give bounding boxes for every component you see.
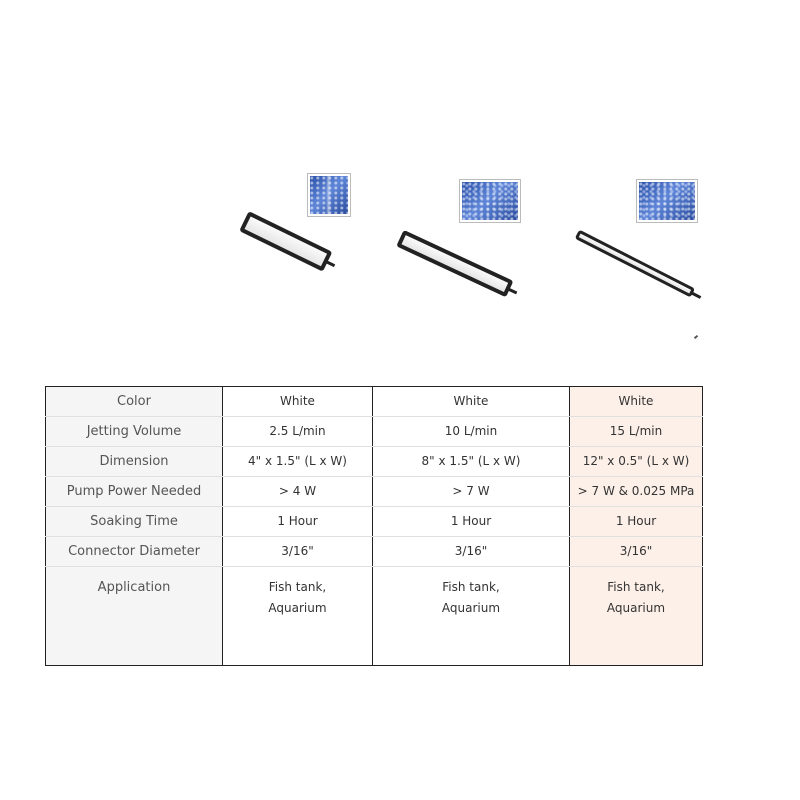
cell-line: Fish tank,: [268, 579, 327, 594]
row-connector-diameter: [46, 536, 703, 566]
cell-value: White: [373, 387, 570, 417]
cell-line: Fish tank,: [442, 579, 500, 594]
spec-table: [45, 386, 703, 666]
cell-value: 1 Hour: [223, 506, 373, 536]
row-jetting-volume: [46, 416, 703, 446]
cell-value: 1 Hour: [373, 506, 570, 536]
row-label: Application: [46, 566, 223, 665]
cell-value: [570, 566, 703, 665]
cell-value: 2.5 L/min: [223, 416, 373, 446]
cell-value: [223, 566, 373, 665]
texture-swatch-icon: [460, 180, 520, 222]
row-color: [46, 387, 703, 417]
cell-line: Fish tank,: [607, 579, 665, 594]
cell-line: Aquarium: [268, 600, 327, 615]
texture-swatch-icon: [308, 174, 350, 216]
cell-value: White: [223, 387, 373, 417]
air-stone-bar-icon: [575, 230, 695, 298]
tick-mark: [694, 335, 698, 339]
texture-swatch-icon: [637, 180, 697, 222]
cell-value: > 4 W: [223, 476, 373, 506]
cell-value: > 7 W & 0.025 MPa: [570, 476, 703, 506]
cell-value: > 7 W: [373, 476, 570, 506]
row-application: [46, 566, 703, 665]
cell-value: White: [570, 387, 703, 417]
row-label: Pump Power Needed: [46, 476, 223, 506]
cell-line: Aquarium: [441, 600, 501, 615]
cell-value: 15 L/min: [570, 416, 703, 446]
cell-value: 10 L/min: [373, 416, 570, 446]
cell-value: 3/16": [570, 536, 703, 566]
cell-value: 3/16": [223, 536, 373, 566]
cell-value: 1 Hour: [570, 506, 703, 536]
row-dimension: [46, 446, 703, 476]
cell-line: Aquarium: [606, 600, 666, 615]
cell-value: 8" x 1.5" (L x W): [373, 446, 570, 476]
row-label: Color: [46, 387, 223, 417]
row-label: Dimension: [46, 446, 223, 476]
row-soaking-time: [46, 506, 703, 536]
air-stone-bar-icon: [396, 230, 513, 297]
cell-value: 4" x 1.5" (L x W): [223, 446, 373, 476]
air-stone-bar-icon: [239, 211, 332, 272]
row-label: Connector Diameter: [46, 536, 223, 566]
cell-value: 12" x 0.5" (L x W): [570, 446, 703, 476]
cell-value: 3/16": [373, 536, 570, 566]
row-label: Jetting Volume: [46, 416, 223, 446]
cell-value: [373, 566, 570, 665]
row-label: Soaking Time: [46, 506, 223, 536]
row-pump-power: [46, 476, 703, 506]
